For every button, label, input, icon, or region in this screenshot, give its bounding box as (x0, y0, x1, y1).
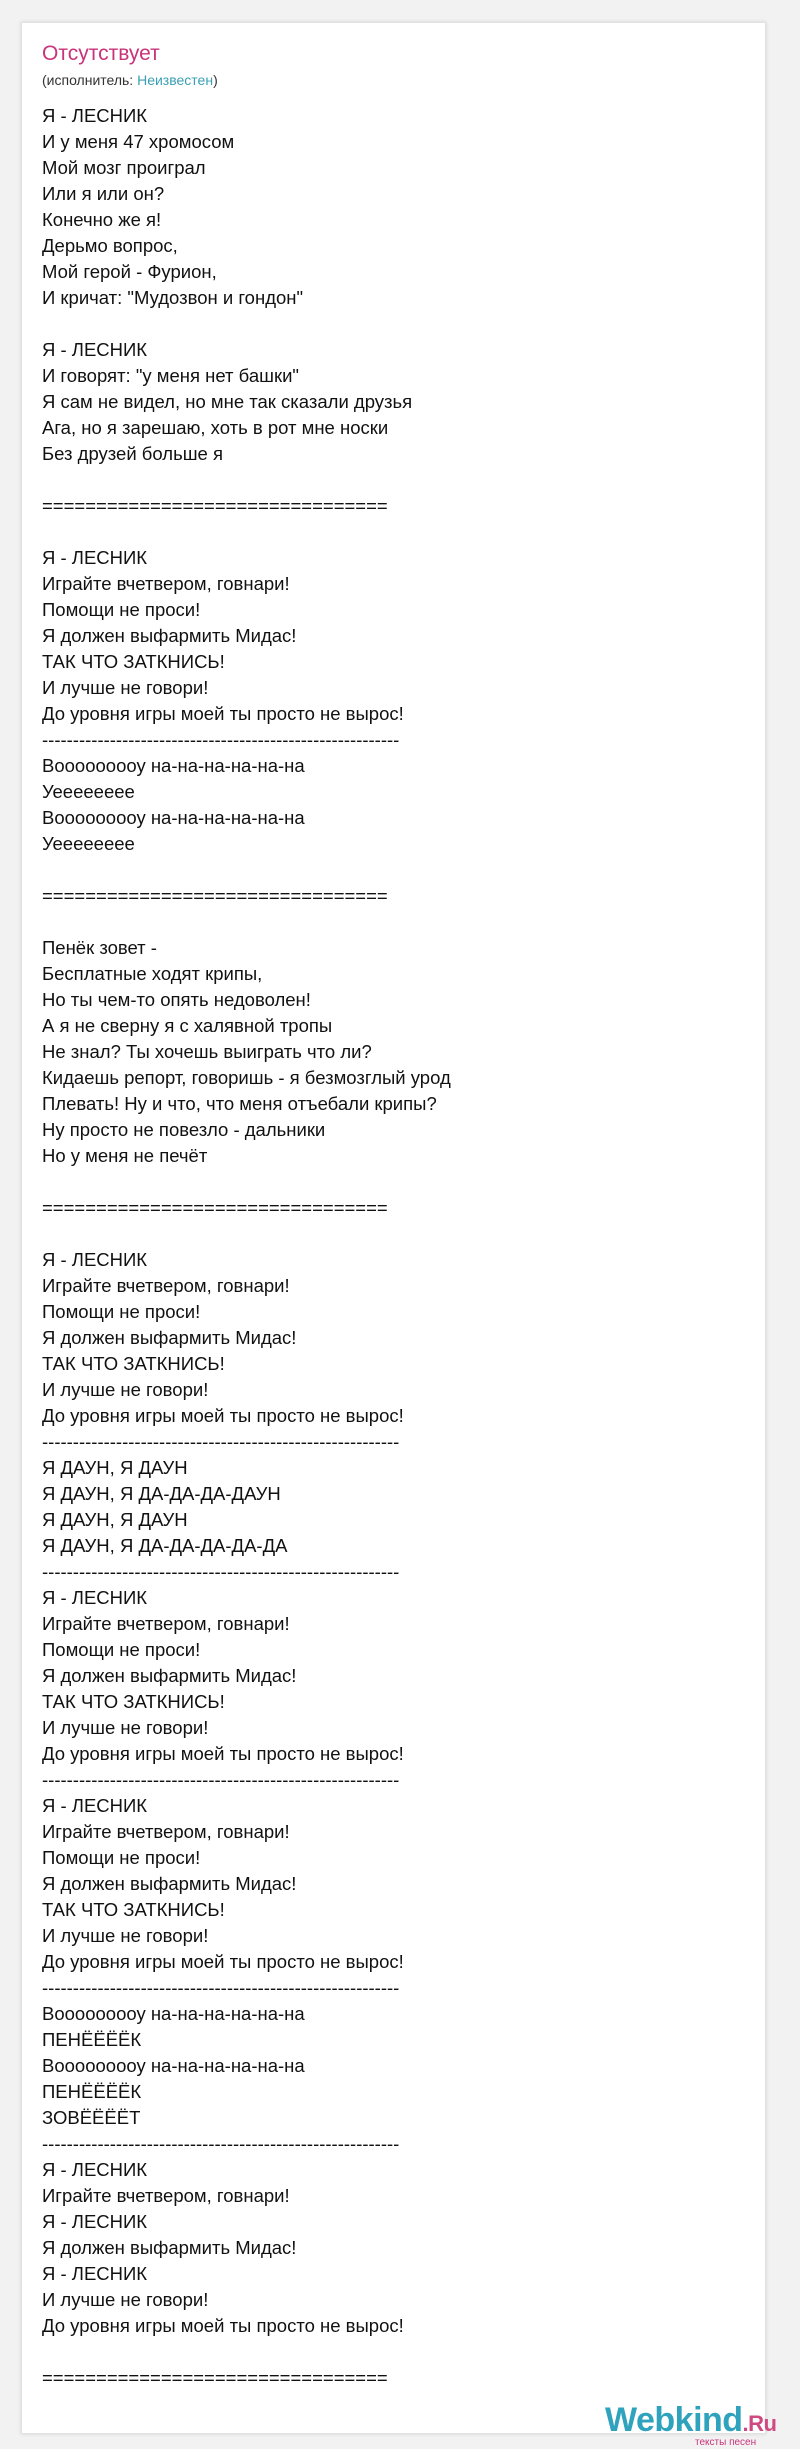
lyric-blank-line (42, 519, 742, 545)
lyric-blank-line (42, 1221, 742, 1247)
lyric-line: Вооооооооу на-на-на-на-на-на (42, 807, 305, 828)
lyric-line: Плевать! Ну и что, что меня отъебали крипы? (42, 1093, 437, 1114)
lyric-line: Вооооооооу на-на-на-на-на-на (42, 755, 305, 776)
lyric-line: Ага, но я зарешаю, хоть в рот мне носки (42, 417, 389, 438)
lyric-line: Я должен выфармить Мидас! (42, 2237, 297, 2258)
logo-suffix: .Ru (742, 2411, 777, 2436)
lyrics-body (42, 103, 742, 2391)
lyric-line: Уеееееееe (42, 833, 135, 854)
lyric-line: До уровня игры моей ты просто не вырос! (42, 703, 404, 724)
lyric-line: Я должен выфармить Мидас! (42, 625, 297, 646)
lyric-line: Я ДАУН, Я ДАУН (42, 1457, 188, 1478)
lyric-line: Уеееееееe (42, 781, 135, 802)
lyric-line: Я - ЛЕСНИК (42, 2263, 148, 2284)
lyric-line: Конечно же я! (42, 209, 162, 230)
lyric-line: Я - ЛЕСНИК (42, 2159, 148, 2180)
lyric-blank-line (42, 2339, 742, 2365)
lyric-line: Играйте вчетвером, говнари! (42, 1613, 290, 1634)
song-title: Отсутствует (42, 42, 160, 65)
lyric-blank-line (42, 467, 742, 493)
lyric-line: ТАК ЧТО ЗАТКНИСЬ! (42, 651, 225, 672)
lyric-line: Но у меня не печёт (42, 1145, 208, 1166)
lyric-line: ЗОВЁЁЁЁТ (42, 2107, 141, 2128)
lyric-line: До уровня игры моей ты просто не вырос! (42, 2315, 404, 2336)
lyric-line: Дерьмо вопрос, (42, 235, 178, 256)
webkind-logo[interactable] (605, 2402, 795, 2446)
lyric-line: ПЕНЁЁЁЁК (42, 2029, 142, 2050)
lyric-line: ---------------------------------------------------------- (42, 1561, 400, 1582)
lyric-line: И говорят: "у меня нет башки" (42, 365, 299, 386)
lyric-line: Я должен выфармить Мидас! (42, 1873, 297, 1894)
lyric-line: ================================ (42, 885, 388, 906)
lyric-line: Вооооооооу на-на-на-на-на-на (42, 2003, 305, 2024)
lyric-line: Или я или он? (42, 183, 165, 204)
lyric-line: Играйте вчетвером, говнари! (42, 573, 290, 594)
lyric-line: ---------------------------------------------------------- (42, 1431, 400, 1452)
lyric-line: Я - ЛЕСНИК (42, 1249, 148, 1270)
lyric-line: Я - ЛЕСНИК (42, 1795, 148, 1816)
artist-line (42, 71, 218, 89)
lyric-line: ПЕНЁЁЁЁК (42, 2081, 142, 2102)
lyric-line: До уровня игры моей ты просто не вырос! (42, 1951, 404, 1972)
lyric-line: И у меня 47 хромосом (42, 131, 235, 152)
lyric-line: И лучше не говори! (42, 1717, 209, 1738)
artist-prefix: (исполнитель: (42, 72, 138, 88)
lyric-line: Вооооооооу на-на-на-на-на-на (42, 2055, 305, 2076)
lyric-line: Я - ЛЕСНИК (42, 2211, 148, 2232)
lyric-line: Я - ЛЕСНИК (42, 105, 148, 126)
lyric-line: И лучше не говори! (42, 1379, 209, 1400)
lyric-line: Я сам не видел, но мне так сказали друзья (42, 391, 413, 412)
lyric-line: Не знал? Ты хочешь выиграть что ли? (42, 1041, 372, 1062)
lyric-line: Я должен выфармить Мидас! (42, 1327, 297, 1348)
lyric-line: И лучше не говори! (42, 1925, 209, 1946)
lyric-line: ТАК ЧТО ЗАТКНИСЬ! (42, 1899, 225, 1920)
lyric-line: ТАК ЧТО ЗАТКНИСЬ! (42, 1691, 225, 1712)
lyric-line: До уровня игры моей ты просто не вырос! (42, 1743, 404, 1764)
lyric-line: ================================ (42, 2367, 388, 2388)
artist-link[interactable]: Неизвестен (137, 72, 214, 88)
lyric-blank-line (42, 311, 742, 337)
artist-suffix: ) (213, 72, 218, 88)
lyric-line: ---------------------------------------------------------- (42, 2133, 400, 2154)
lyric-line: ТАК ЧТО ЗАТКНИСЬ! (42, 1353, 225, 1374)
lyric-line: Но ты чем-то опять недоволен! (42, 989, 311, 1010)
lyric-line: Я - ЛЕСНИК (42, 547, 148, 568)
lyric-line: Кидаешь репорт, говоришь - я безмозглый урод (42, 1067, 451, 1088)
lyric-line: Помощи не проси! (42, 1847, 201, 1868)
lyric-line: Я - ЛЕСНИК (42, 339, 148, 360)
lyric-line: Я должен выфармить Мидас! (42, 1665, 297, 1686)
lyric-line: Играйте вчетвером, говнари! (42, 1275, 290, 1296)
lyric-line: И лучше не говори! (42, 677, 209, 698)
lyric-line: Играйте вчетвером, говнари! (42, 2185, 290, 2206)
lyric-line: Мой герой - Фурион, (42, 261, 217, 282)
lyrics-page (21, 22, 777, 2448)
lyric-line: Помощи не проси! (42, 1301, 201, 1322)
logo-tagline: тексты песен (695, 2437, 757, 2448)
lyric-line: Играйте вчетвером, говнари! (42, 1821, 290, 1842)
lyric-line: Мой мозг проиграл (42, 157, 206, 178)
lyric-line: Пенёк зовет - (42, 937, 157, 958)
lyric-line: Я ДАУН, Я ДА-ДА-ДА-ДА-ДА (42, 1535, 288, 1556)
lyric-line: Я ДАУН, Я ДА-ДА-ДА-ДАУН (42, 1483, 281, 1504)
lyric-blank-line (42, 909, 742, 935)
lyric-line: И кричат: "Мудозвон и гондон" (42, 287, 304, 308)
lyric-blank-line (42, 1169, 742, 1195)
lyric-blank-line (42, 857, 742, 883)
lyric-line: Без друзей больше я (42, 443, 224, 464)
lyric-line: ================================ (42, 1197, 388, 1218)
lyric-line: И лучше не говори! (42, 2289, 209, 2310)
lyric-line: ---------------------------------------------------------- (42, 1977, 400, 1998)
lyric-line: А я не сверну я с халявной тропы (42, 1015, 333, 1036)
lyric-line: Я - ЛЕСНИК (42, 1587, 148, 1608)
lyric-line: Помощи не проси! (42, 599, 201, 620)
lyric-line: Ну просто не повезло - дальники (42, 1119, 326, 1140)
lyric-line: ---------------------------------------------------------- (42, 729, 400, 750)
lyric-line: До уровня игры моей ты просто не вырос! (42, 1405, 404, 1426)
logo-wordmark (605, 2402, 777, 2442)
lyric-line: ================================ (42, 495, 388, 516)
logo-main-text: Webkind (605, 2401, 743, 2439)
lyric-line: Бесплатные ходят крипы, (42, 963, 263, 984)
lyric-line: Я ДАУН, Я ДАУН (42, 1509, 188, 1530)
lyric-line: ---------------------------------------------------------- (42, 1769, 400, 1790)
lyric-line: Помощи не проси! (42, 1639, 201, 1660)
